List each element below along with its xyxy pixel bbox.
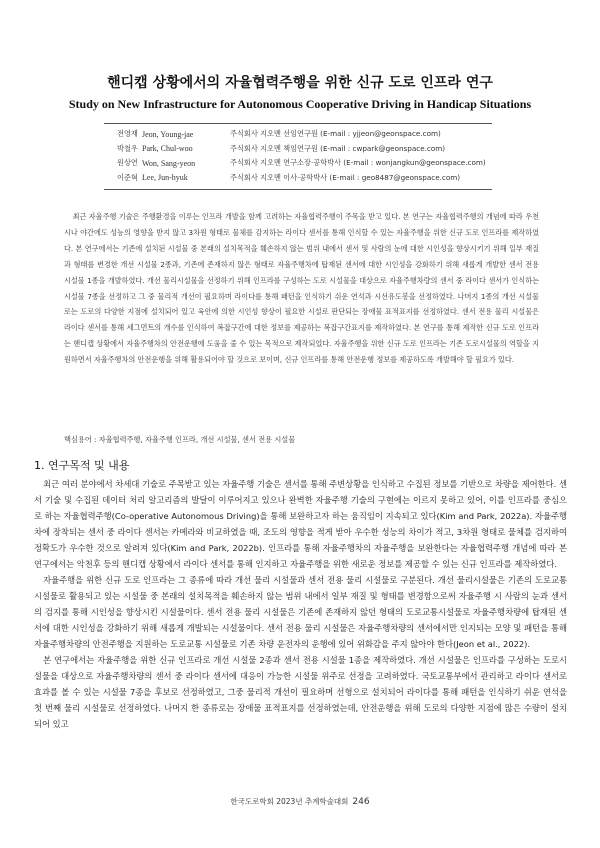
author-name-ko: 이준혁 [117, 172, 138, 182]
body-paragraph: 본 연구에서는 자율주행을 위한 신규 인프라로 개선 시설물 2종과 센서 전용 시설물 1종을 제작하였다. 개선 시설물은 인프라를 구성하는 도로시설물을 대상으로 자율주행차량의 센서 중 라이다 센서에 대응이 가능한 시설물 위주로 선정을 고려하였다. 국토교통부에서 관리하고 라이다 센서로 효과를 볼 수 있는 시설물 7종을 후보로 선정하였고, 그중 물리적 개선이 필요하며 선형으로 설치되어 라이다를 통해 패턴을 인식하기 쉬운 연석을 첫 번째 물리 시설물로 선정하였다. 나머지 한 종류로는 장애물 표적표지를 선정하였는데, 안전운행을 위해 도로의 다양한 지점에 많은 수량이 설치되어 있고 [34, 655, 567, 729]
author-affiliation: 주식회사 지오멘 책임연구원 (E-mail : cwpark@geonspace.com) [230, 143, 446, 153]
author-block [104, 123, 492, 190]
author-row [104, 127, 492, 142]
keywords: 핵심용어 : 자율협력주행, 자율주행 인프라, 개선 시설물, 센서 전용 시설물 [64, 435, 296, 444]
author-name-en: Park, Chul-woo [142, 144, 193, 154]
body-paragraph: 자율주행을 위한 신규 도로 인프라는 그 종류에 따라 개선 물리 시설물과 센서 전용 물리 시설물로 구분된다. 개선 물리시설물은 기존의 도로교통 시설물로 활용되고 있는 시설물 중 본래의 설치목적을 훼손하지 않는 범위 내에서 일부 재질 및 형태를 변경함으로써 자율주행 시 사람의 눈과 센서의 검지를 통해 시인성을 향상시킨 시설물이다. 센서 전용 물리 시설물은 기존에 존재하지 않던 형태의 도로교통시설물로 자율주행차량에 탑재된 센서에 대한 시인성을 강화하기 위해 새롭게 개발되는 시설물이다. 센서 전용 물리 시설물은 자율주행차량의 센서에서만 인지되는 모양 및 패턴을 통해 자율주행차량의 안전주행을 지원하는 도로교통 시설물로 기존 차량 운전자의 운행에 있어 위화감을 주지 않아야 한다(Jeon et al., 2022). [34, 575, 567, 649]
author-affiliation: 주식회사 지오멘 이사·공학박사 (E-mail : geo8487@geonspace.com) [230, 172, 461, 182]
author-name-en: Lee, Jun-hyuk [142, 173, 188, 183]
author-name-ko: 박철우 [117, 143, 138, 153]
title-korean: 핸디캡 상황에서의 자율협력주행을 위한 신규 도로 인프라 연구 [107, 75, 493, 91]
page-footer [0, 796, 600, 807]
conference-name: 한국도로학회 2023년 추계학술대회 [230, 797, 349, 806]
body-text [34, 476, 567, 732]
author-affiliation: 주식회사 지오멘 선임연구원 (E-mail : yjjeon@geonspace.com) [230, 129, 441, 139]
author-affiliation: 주식회사 지오멘 연구소장·공학박사 (E-mail : wonjangkun@geonspace.com) [230, 158, 486, 168]
author-row [104, 142, 492, 157]
author-name-en: Jeon, Young-jae [142, 129, 194, 139]
title-english: Study on New Infrastructure for Autonomous Cooperative Driving in Handicap Situations [68, 97, 532, 111]
section-heading: 1. 연구목적 및 내용 [34, 459, 130, 472]
author-name-ko: 원상연 [117, 158, 138, 168]
abstract-text: 최근 자율주행 기술은 주행환경을 이루는 인프라 개발을 함께 고려하는 자율협력주행이 주목을 받고 있다. 본 연구는 자율협력주행의 개념에 따라 우천 시나 야간에도 성능의 영향을 받지 않고 3차원 형태로 물체를 감지하는 라이다 센서를 통해 인식할 수 있는 자율주행을 위한 신규 도로 인프라를 제작하였다. 본 연구에서는 기존에 설치된 시설물 중 본래의 설치목적을 훼손하지 않는 범위 내에서 센서 및 사람의 눈에 대한 시인성을 향상시키기 위해 일부 재질과 형태를 변경한 개선 시설물 2종과, 기존에 존재하지 않은 형태로 자율주행차에 탑재된 센서에 대한 시인성을 강화하기 위해 새롭게 개발한 센서 전용 시설물 1종을 개발하였다. 개선 물리시설물을 선정하기 위해 인프라를 구성하는 도로 시설물을 대상으로 자율주행차량의 센서 중 라이다 센서가 인식하는 시설물 7종을 선정하고 그 중 물리적 개선이 필요하며 라이다를 통해 패턴을 인식하기 쉬운 연석과 시선유도봉을 선정하였다. 나머지 1종의 개선 시설물로는 도로의 다양한 지점에 설치되어 있고 육안에 의한 시인성 향상이 필요한 시설로 판단되는 장애물 표적표지를 선정하였다. 센서 전용 물리 시설물은 라이다 센서를 통해 세그먼트의 개수를 인식하여 복잡구간에 대한 정보를 제공하는 복잡구간표지를 제작하였다. 본 연구를 통해 제작한 신규 도로 인프라는 핸디캡 상황에서 자율주행차의 안전운행에 도움을 줄 수 있는 목적으로 제작되었다. 자율주행을 위한 신규 도로 인프라는 기존 도로시설물의 역할을 지원하면서 자율주행차의 안전운행을 위해 활용되어야 할 것으로 보이며, 신규 인프라를 통해 안전운행 정보를 제공하도록 개발해야 할 필요가 있다. [64, 212, 539, 365]
author-name-en: Won, Sang-yeon [142, 158, 196, 168]
page-number: 246 [352, 797, 370, 807]
author-row [104, 156, 492, 171]
body-paragraph: 최근 여러 분야에서 차세대 기술로 주목받고 있는 자율주행 기술은 센서를 통해 주변상황을 인식하고 수집된 정보를 기반으로 차량을 제어한다. 센서 기술 및 수집된 데이터 처리 알고리즘의 발달이 이루어지고 있으나 완벽한 자율주행 기술의 구현에는 이르지 못하고 있어, 이를 인프라를 중심으로 하는 자율협력주행(Co-operative Autonomous Driving)을 통해 보완하고자 하는 움직임이 지속되고 있다(Kim and Park, 2022a). 자율주행차에 장착되는 센서 중 라이다 센서는 카메라와 비교하였을 때, 조도의 영향을 적게 받아 우수한 성능의 차이가 적고, 3차원 형태로 물체를 검지하여 정확도가 우수한 것으로 알려져 있다(Kim and Park, 2022b). 인프라를 통해 자율주행차의 자율주행을 보완한다는 자율협력주행 개념에 따라 본 연구에서는 악천후 등의 핸디캡 상황에서 라이다 센서를 통해 인지하고 자율주행을 위한 새로운 정보를 제공할 수 있는 신규 인프라를 제작하였다. [34, 479, 567, 569]
author-row [104, 171, 492, 186]
author-name-ko: 전영재 [117, 129, 138, 139]
abstract [64, 209, 539, 368]
